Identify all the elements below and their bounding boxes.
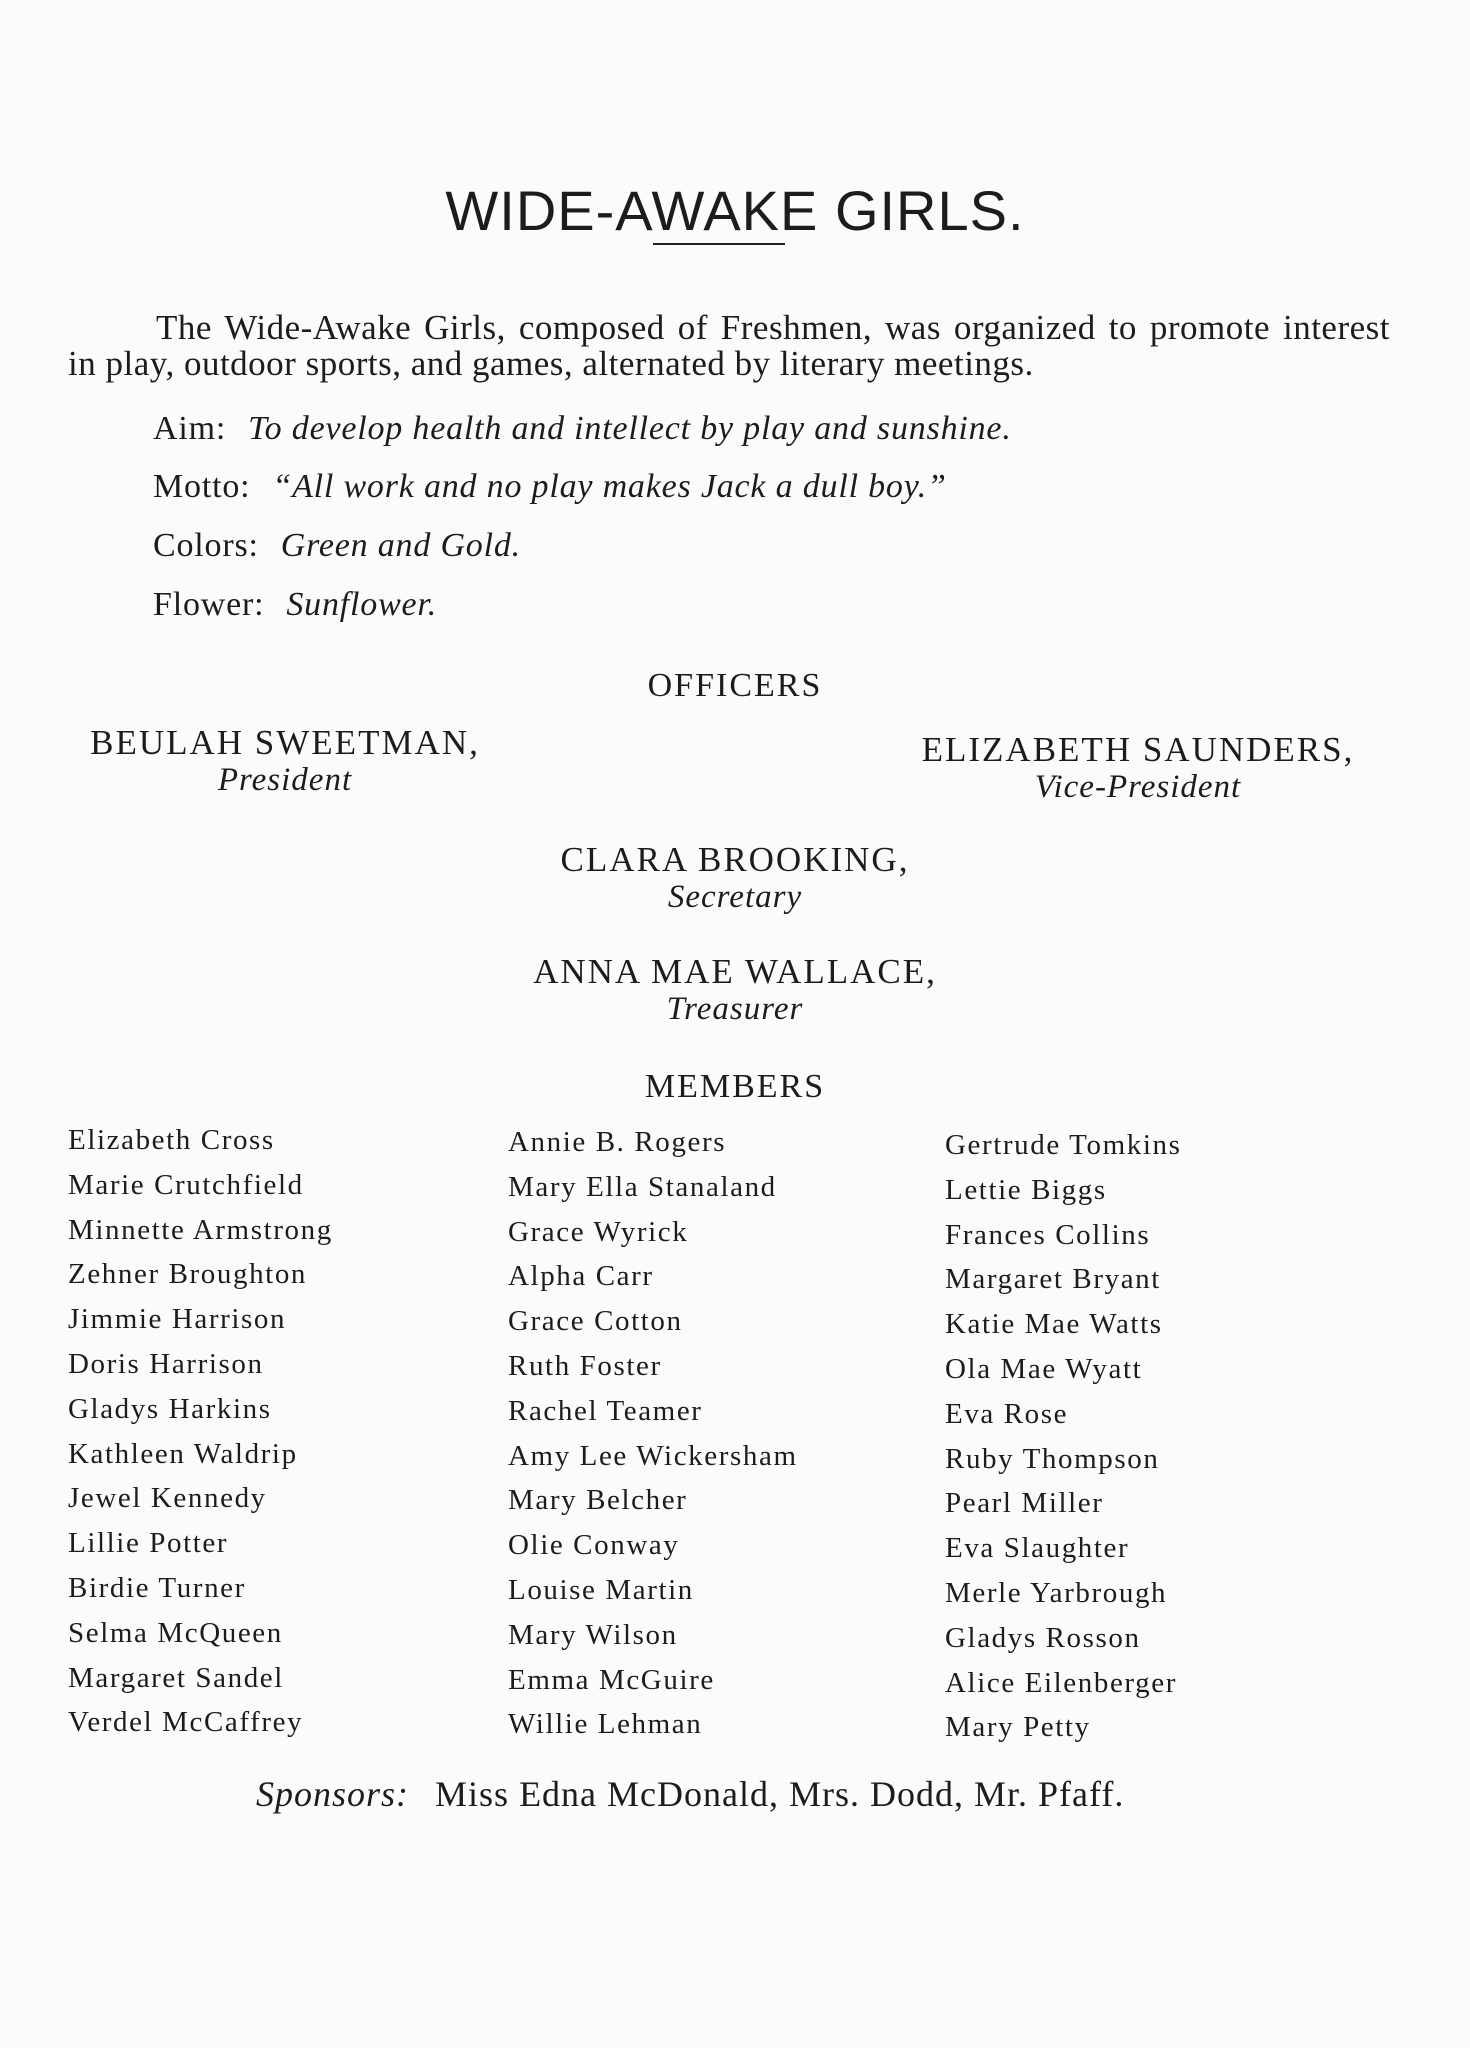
members-column-1 bbox=[68, 1124, 333, 1751]
aim-value: To develop health and intellect by play and sunshine. bbox=[248, 410, 1012, 447]
member-name: Mary Belcher bbox=[508, 1484, 688, 1517]
member-name: Elizabeth Cross bbox=[68, 1124, 275, 1156]
member-name: Eva Rose bbox=[945, 1397, 1069, 1430]
member-name: Alice Eilenberger bbox=[945, 1666, 1177, 1699]
member-name: Gladys Rosson bbox=[945, 1621, 1141, 1654]
sponsors-line bbox=[256, 1773, 1124, 1815]
member-name: Lillie Potter bbox=[68, 1527, 229, 1560]
members-heading: MEMBERS bbox=[644, 1068, 826, 1105]
member-name: Jewel Kennedy bbox=[68, 1482, 267, 1515]
colors-value: Green and Gold. bbox=[280, 527, 521, 564]
colors-line bbox=[153, 527, 521, 565]
member-name: Grace Wyrick bbox=[508, 1215, 689, 1248]
member-name: Willie Lehman bbox=[508, 1708, 703, 1741]
sponsors-value: Miss Edna McDonald, Mrs. Dodd, Mr. Pfaff. bbox=[435, 1774, 1125, 1814]
flower-line bbox=[153, 586, 437, 624]
member-name: Minnette Armstrong bbox=[68, 1213, 333, 1246]
member-name: Zehner Broughton bbox=[68, 1258, 308, 1291]
member-name: Doris Harrison bbox=[68, 1347, 264, 1380]
member-name: Mary Ella Stanaland bbox=[508, 1170, 777, 1203]
member-name: Eva Slaughter bbox=[945, 1532, 1130, 1565]
member-name: Gladys Harkins bbox=[68, 1392, 272, 1425]
officer-secretary bbox=[485, 840, 985, 914]
member-name: Mary Wilson bbox=[508, 1618, 678, 1651]
aim-label: Aim: bbox=[153, 410, 227, 447]
member-name: Olie Conway bbox=[508, 1529, 680, 1562]
member-name: Grace Cotton bbox=[508, 1305, 683, 1338]
member-name: Pearl Miller bbox=[945, 1487, 1104, 1520]
officer-role: President bbox=[217, 762, 353, 798]
officer-role: Vice-President bbox=[1034, 769, 1242, 805]
member-name: Katie Mae Watts bbox=[945, 1308, 1163, 1341]
member-name: Kathleen Waldrip bbox=[68, 1437, 298, 1470]
member-name: Selma McQueen bbox=[68, 1616, 283, 1649]
member-name: Margaret Bryant bbox=[945, 1263, 1161, 1296]
flower-value: Sunflower. bbox=[286, 586, 437, 623]
member-name: Margaret Sandel bbox=[68, 1661, 284, 1694]
officer-name: ANNA MAE WALLACE, bbox=[533, 952, 937, 991]
officer-vice-president bbox=[888, 730, 1388, 804]
member-name: Amy Lee Wickersham bbox=[508, 1439, 798, 1472]
member-name: Louise Martin bbox=[508, 1573, 694, 1606]
member-name: Birdie Turner bbox=[68, 1571, 246, 1604]
member-name: Ruth Foster bbox=[508, 1349, 662, 1382]
members-column-2 bbox=[508, 1126, 798, 1753]
member-name: Emma McGuire bbox=[508, 1663, 715, 1696]
member-name: Jimmie Harrison bbox=[68, 1303, 287, 1336]
member-name: Marie Crutchfield bbox=[68, 1168, 304, 1201]
officer-role: Treasurer bbox=[666, 991, 804, 1027]
officer-name: CLARA BROOKING, bbox=[560, 840, 910, 879]
page-title: WIDE-AWAKE GIRLS. bbox=[445, 178, 1025, 242]
motto-line bbox=[153, 468, 947, 506]
colors-label: Colors: bbox=[153, 527, 259, 564]
motto-label: Motto: bbox=[153, 468, 251, 505]
member-name: Rachel Teamer bbox=[508, 1394, 703, 1427]
member-name: Frances Collins bbox=[945, 1218, 1151, 1251]
aim-line bbox=[153, 410, 1012, 448]
officer-name: BEULAH SWEETMAN, bbox=[90, 723, 480, 762]
officer-president bbox=[60, 723, 510, 797]
member-name: Lettie Biggs bbox=[945, 1173, 1107, 1206]
member-name: Ruby Thompson bbox=[945, 1442, 1160, 1475]
flower-label: Flower: bbox=[153, 586, 265, 623]
officers-heading: OFFICERS bbox=[647, 667, 823, 704]
member-name: Mary Petty bbox=[945, 1711, 1091, 1744]
member-name: Merle Yarbrough bbox=[945, 1576, 1168, 1609]
officer-treasurer bbox=[460, 952, 1010, 1026]
member-name: Ola Mae Wyatt bbox=[945, 1352, 1143, 1385]
officer-name: ELIZABETH SAUNDERS, bbox=[921, 730, 1355, 769]
sponsors-label: Sponsors: bbox=[256, 1774, 410, 1814]
member-name: Alpha Carr bbox=[508, 1260, 654, 1293]
member-name: Verdel McCaffrey bbox=[68, 1706, 304, 1739]
officer-role: Secretary bbox=[667, 879, 803, 915]
member-name: Annie B. Rogers bbox=[508, 1126, 727, 1158]
intro-paragraph: The Wide-Awake Girls, composed of Freshmen, was organized to promote interest in play, outdoor sports, and games, alternated by literary meetings. bbox=[68, 308, 1390, 383]
title-divider bbox=[653, 243, 785, 245]
members-column-3 bbox=[945, 1129, 1181, 1756]
motto-value: “All work and no play makes Jack a dull boy.” bbox=[272, 468, 947, 505]
member-name: Gertrude Tomkins bbox=[945, 1129, 1182, 1161]
